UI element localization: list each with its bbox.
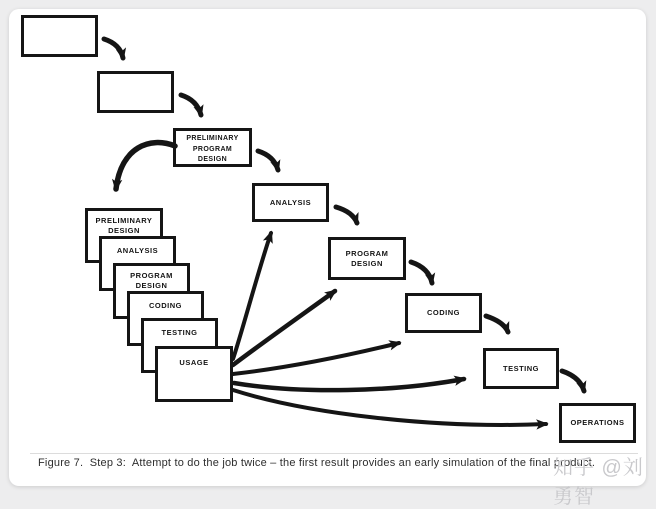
box-label: TESTING <box>161 328 198 337</box>
box-label: DESIGN <box>108 226 140 235</box>
zhihu-watermark: 知乎 @刘勇智 <box>553 457 644 508</box>
box-label: USAGE <box>179 358 209 367</box>
box-label: ANALYSIS <box>269 197 312 207</box>
box-label: PROGRAM <box>345 248 389 258</box>
box-label: ANALYSIS <box>116 246 159 255</box>
box-label: DESIGN <box>135 281 168 290</box>
box-label: CODING <box>427 308 460 317</box>
box-second-pass-analysis <box>252 183 329 222</box>
box-label: CODING <box>149 301 182 310</box>
box-preliminary-program-design <box>173 128 252 167</box>
box-label: PRELIMINARY <box>186 135 239 142</box>
box-first-pass-usage <box>155 346 233 402</box>
box-label: DESIGN <box>197 156 228 163</box>
figure-caption: Figure 7. Step 3: Attempt to do the job twice – the first result provides an early simulation of the final product. <box>38 457 596 469</box>
box-second-pass-operations <box>559 403 636 443</box>
caption-rule <box>30 453 638 454</box>
box-label: DESIGN <box>351 258 383 268</box>
box-label: PROGRAM <box>130 271 173 280</box>
box-label: PRELIMINARY <box>95 216 153 225</box>
box-top-unlabeled-2 <box>97 71 174 113</box>
box-label: OPERATIONS <box>570 418 625 427</box>
box-top-unlabeled-1 <box>21 15 98 57</box>
box-second-pass-coding <box>405 293 482 333</box>
box-label: TESTING <box>502 363 539 373</box>
box-second-pass-program-design <box>328 237 406 280</box>
box-label: PROGRAM <box>192 145 233 153</box>
box-second-pass-testing <box>483 348 559 389</box>
